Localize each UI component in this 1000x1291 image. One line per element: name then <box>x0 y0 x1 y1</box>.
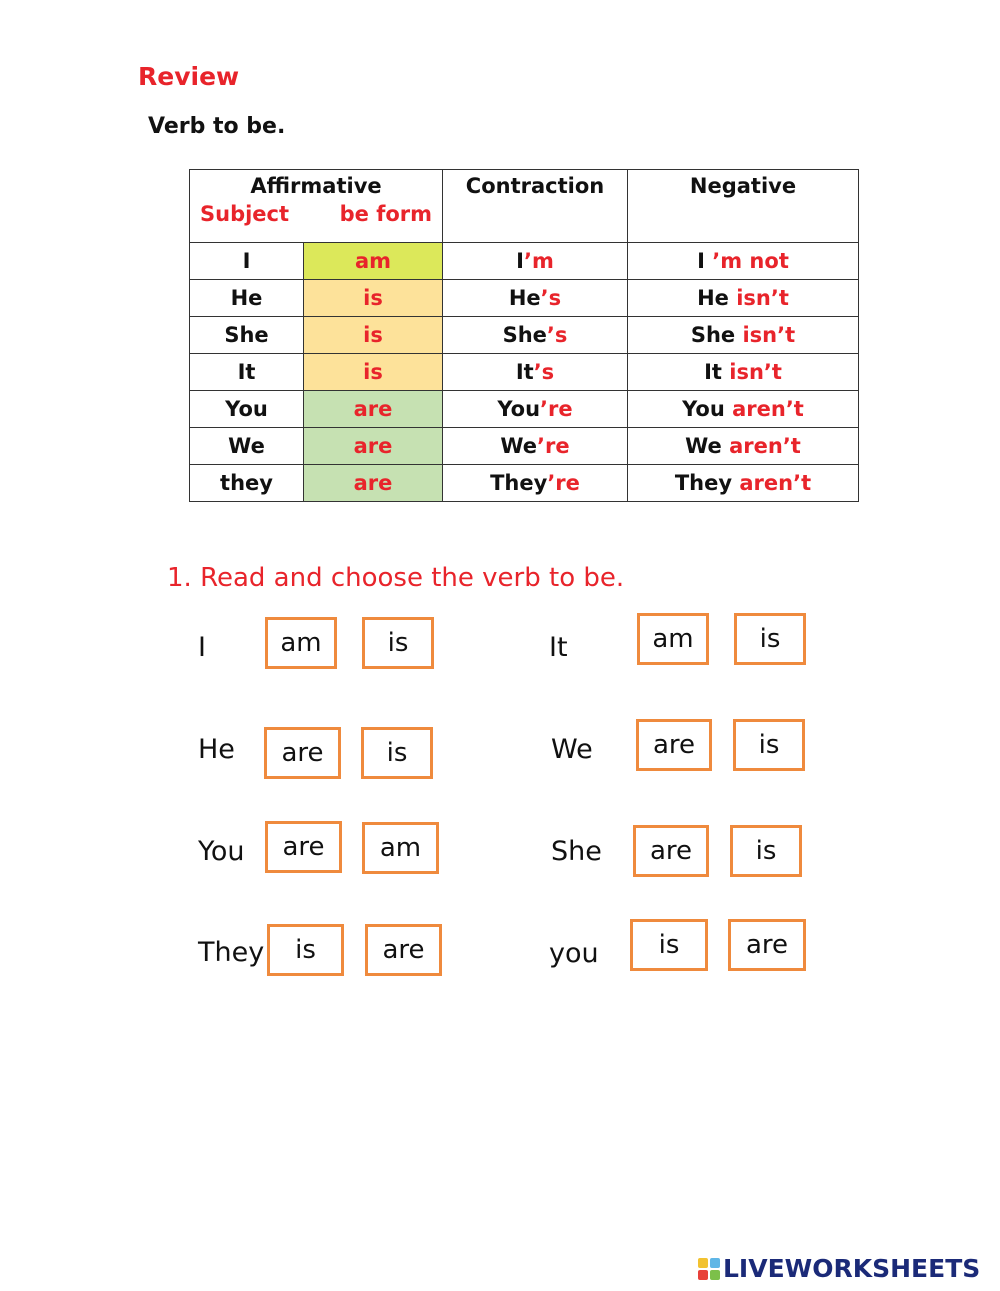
negative-base: I <box>697 249 705 273</box>
answer-option-button[interactable]: is <box>630 919 708 971</box>
answer-option-button[interactable]: am <box>362 822 439 874</box>
table-row <box>190 428 859 465</box>
answer-option-button[interactable]: is <box>730 825 802 877</box>
subject-text: I <box>242 249 251 273</box>
negative-cell <box>628 280 859 317</box>
negative-base: She <box>690 323 736 347</box>
contraction-cell <box>443 280 628 317</box>
answer-option-button[interactable]: are <box>728 919 806 971</box>
be-form-text: is <box>363 323 383 347</box>
contraction-cell <box>443 465 628 502</box>
subject-text: You <box>225 397 268 421</box>
subject-text: they <box>220 471 273 495</box>
answer-option-button[interactable]: is <box>362 617 434 669</box>
contraction-cell <box>443 391 628 428</box>
negative-base: He <box>697 286 729 310</box>
contraction-base: They <box>490 471 548 495</box>
subject-text: We <box>228 434 265 458</box>
contraction-suffix: ’s <box>540 286 562 310</box>
verb-to-be-table <box>189 169 859 502</box>
exercise-subject: We <box>551 734 593 765</box>
negative-cell <box>628 391 859 428</box>
be-form-text: are <box>353 434 393 458</box>
negative-suffix: isn’t <box>736 286 789 310</box>
answer-option-button[interactable]: am <box>265 617 337 669</box>
subject-cell <box>190 428 304 465</box>
subject-label: Subject <box>200 202 290 226</box>
liveworksheets-logo <box>698 1254 980 1283</box>
answer-option-button[interactable]: are <box>633 825 709 877</box>
exercise-title: 1. Read and choose the verb to be. <box>167 563 625 593</box>
negative-suffix: ’m not <box>712 249 789 273</box>
subject-cell <box>190 354 304 391</box>
contraction-suffix: ’m <box>523 249 554 273</box>
contraction-suffix: ’re <box>547 471 580 495</box>
contraction-base: It <box>515 360 534 384</box>
subject-text: He <box>230 286 263 310</box>
be-form-text: am <box>354 249 392 273</box>
answer-option-button[interactable]: are <box>264 727 341 779</box>
be-form-cell <box>304 354 443 391</box>
be-form-cell <box>304 243 443 280</box>
affirmative-header <box>190 170 443 243</box>
contraction-base: You <box>497 397 541 421</box>
negative-base: We <box>685 434 722 458</box>
contraction-label: Contraction <box>465 174 605 198</box>
contraction-suffix: ’re <box>537 434 570 458</box>
exercise-subject: You <box>198 836 245 867</box>
exercise-subject: you <box>549 938 599 969</box>
be-form-cell <box>304 280 443 317</box>
contraction-base: She <box>502 323 547 347</box>
subject-cell <box>190 391 304 428</box>
negative-label: Negative <box>689 174 797 198</box>
negative-suffix: aren’t <box>732 397 804 421</box>
be-form-cell <box>304 428 443 465</box>
be-form-text: are <box>353 471 393 495</box>
negative-cell <box>628 354 859 391</box>
be-form-cell <box>304 465 443 502</box>
contraction-cell <box>443 243 628 280</box>
subject-text: It <box>237 360 256 384</box>
contraction-suffix: ’s <box>533 360 555 384</box>
contraction-cell <box>443 428 628 465</box>
answer-option-button[interactable]: are <box>265 821 342 873</box>
negative-base: You <box>682 397 725 421</box>
exercise-subject: It <box>549 632 568 663</box>
contraction-suffix: ’s <box>546 323 568 347</box>
table-row <box>190 243 859 280</box>
subject-cell <box>190 280 304 317</box>
contraction-base: I <box>516 249 524 273</box>
answer-option-button[interactable]: are <box>365 924 442 976</box>
answer-option-button[interactable]: is <box>734 613 806 665</box>
table-row <box>190 317 859 354</box>
subject-cell <box>190 317 304 354</box>
answer-option-button[interactable]: am <box>637 613 709 665</box>
negative-base: It <box>704 360 722 384</box>
subject-cell <box>190 465 304 502</box>
negative-suffix: isn’t <box>729 360 782 384</box>
table-row <box>190 354 859 391</box>
be-form-text: is <box>363 286 383 310</box>
subject-text: She <box>224 323 269 347</box>
logo-text: LIVEWORKSHEETS <box>723 1254 981 1283</box>
contraction-base: We <box>500 434 538 458</box>
table-row <box>190 391 859 428</box>
negative-suffix: aren’t <box>739 471 812 495</box>
table-header-row <box>190 170 859 243</box>
subject-cell <box>190 243 304 280</box>
subtitle: Verb to be. <box>148 114 286 139</box>
be-form-cell <box>304 317 443 354</box>
answer-option-button[interactable]: is <box>361 727 433 779</box>
negative-base: They <box>674 471 733 495</box>
contraction-cell <box>443 354 628 391</box>
negative-suffix: isn’t <box>742 323 796 347</box>
answer-option-button[interactable]: is <box>267 924 344 976</box>
contraction-cell <box>443 317 628 354</box>
exercise-subject: He <box>198 734 235 765</box>
exercise-subject: She <box>551 836 602 867</box>
negative-header <box>628 170 859 243</box>
negative-cell <box>628 465 859 502</box>
be-form-text: is <box>363 360 383 384</box>
be-form-label: be form <box>339 202 432 226</box>
answer-option-button[interactable]: is <box>733 719 805 771</box>
table-row <box>190 465 859 502</box>
table-body <box>190 243 859 502</box>
affirmative-label: Affirmative <box>250 174 382 198</box>
negative-cell <box>628 243 859 280</box>
be-form-cell <box>304 391 443 428</box>
contraction-suffix: ’re <box>540 397 573 421</box>
contraction-header <box>443 170 628 243</box>
negative-suffix: aren’t <box>729 434 801 458</box>
negative-cell <box>628 428 859 465</box>
exercise-subject: They <box>198 937 265 968</box>
negative-cell <box>628 317 859 354</box>
review-title: Review <box>138 62 240 91</box>
liveworksheets-logo-icon <box>698 1258 720 1280</box>
answer-option-button[interactable]: are <box>636 719 712 771</box>
contraction-base: He <box>508 286 541 310</box>
table-row <box>190 280 859 317</box>
exercise-subject: I <box>198 632 206 663</box>
be-form-text: are <box>353 397 393 421</box>
